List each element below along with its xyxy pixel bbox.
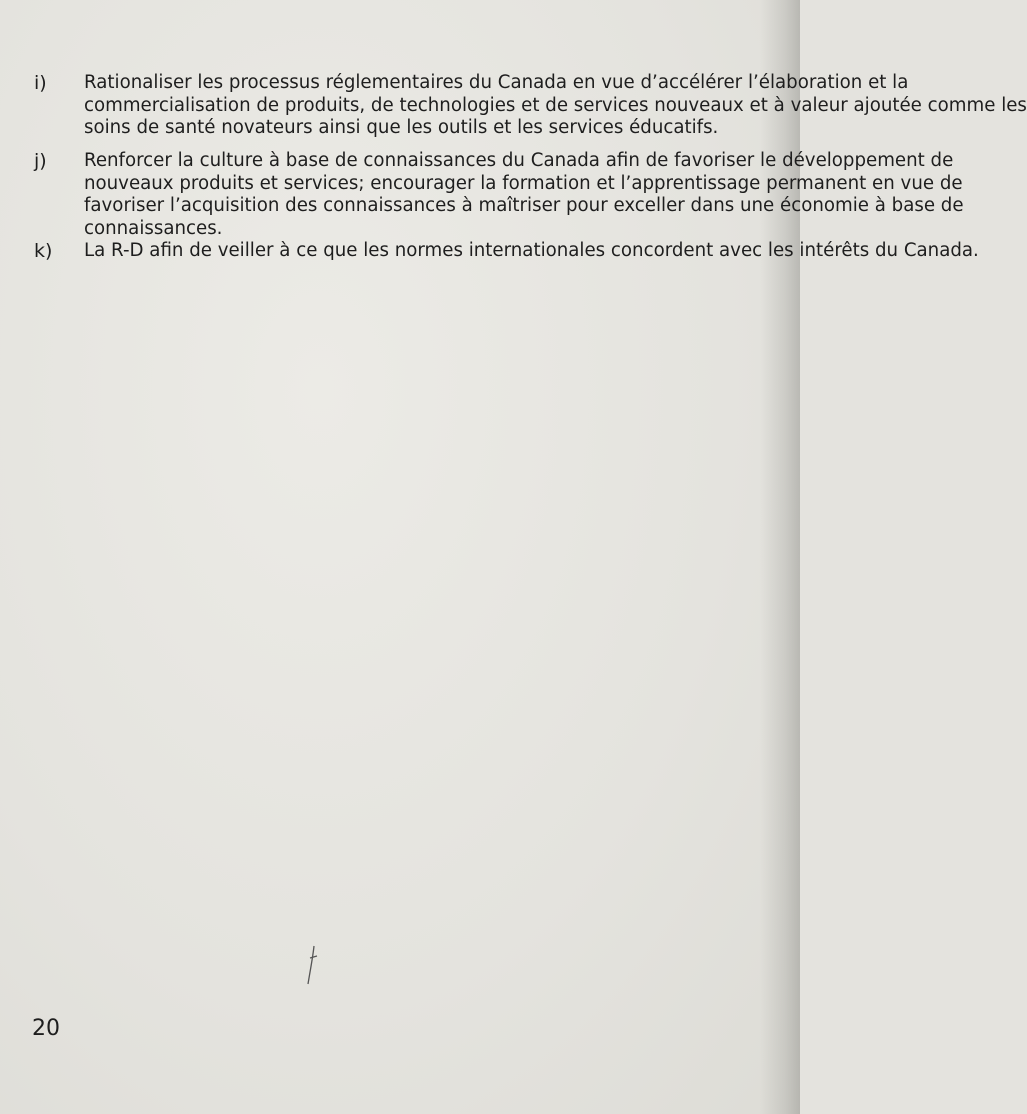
item-marker: i) — [34, 72, 47, 94]
item-text — [84, 240, 979, 263]
item-text-line: favoriser l’acquisition des connaissances à maîtriser pour exceller dans une économie à base de — [84, 195, 964, 216]
item-text-line: nouveaux produits et services; encourager la formation et l’apprentissage permanent en vue de — [84, 172, 963, 194]
item-text — [84, 72, 1027, 140]
pen-mark-icon — [300, 944, 330, 994]
item-text — [84, 150, 964, 240]
item-text-line: connaissances. — [84, 217, 223, 239]
item-text-line: commercialisation de produits, de technologies et de services nouveaux et à valeur ajoutée comme les — [84, 94, 1027, 116]
item-marker: j) — [34, 150, 47, 172]
item-marker: k) — [34, 240, 53, 262]
page-number: 20 — [32, 1016, 60, 1041]
item-text-line: Rationaliser les processus réglementaires du Canada en vue d’accélérer l’élaboration et la — [84, 72, 909, 93]
item-text-line: soins de santé novateurs ainsi que les outils et les services éducatifs. — [84, 117, 719, 138]
item-text-line: Renforcer la culture à base de connaissances du Canada afin de favoriser le développement de — [84, 150, 954, 171]
item-text-line: La R-D afin de veiller à ce que les normes internationales concordent avec les intérêts du Canada. — [84, 240, 979, 261]
